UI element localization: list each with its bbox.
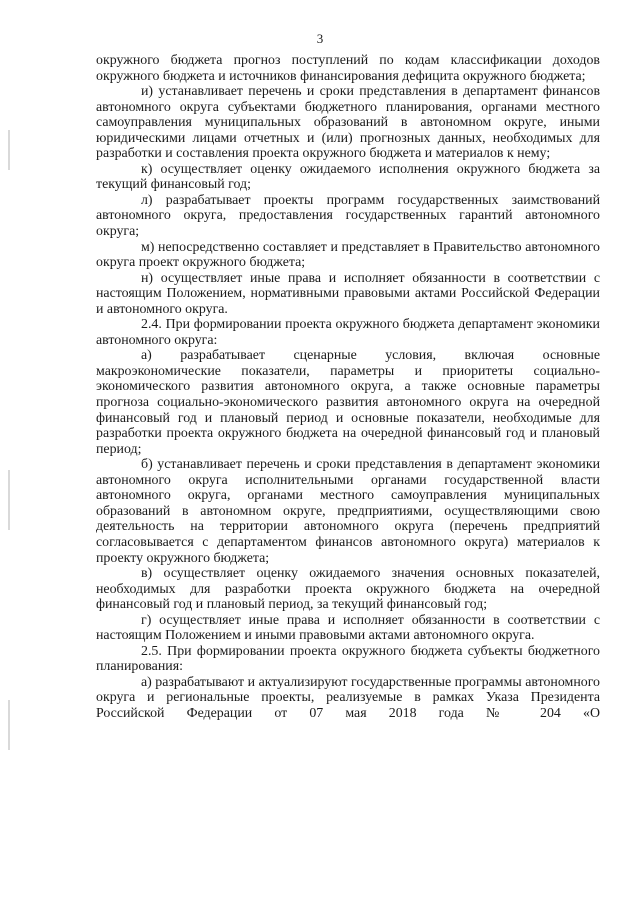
scan-edge-mark: [8, 130, 10, 170]
paragraph-2-4-v: в) осуществляет оценку ожидаемого значения основных показателей, необходимых для разработки проекта окружного бюджета на очередной финансовый год и плановый период, за текущий финансовый год;: [96, 566, 600, 613]
paragraph-continuation: окружного бюджета прогноз поступлений по кодам классификации доходов окружного бюджета и источников финансирования дефицита окружного бюджета;: [96, 53, 600, 84]
paragraph-2-4-a: а) разрабатывает сценарные условия, включая основные макроэкономические показатели, параметры и приоритеты социально-экономического развития автономного округа, а также основные параметры прогноза социально-экономического развития автономного округа на очередной финансовый год и плановый период и основные показатели, необходимые для разработки проекта окружного бюджета на очередной финансовый год и плановый период;: [96, 348, 600, 457]
paragraph-2-4-b: б) устанавливает перечень и сроки представления в департамент экономики автономного округа исполнительными органами государственной власти автономного округа, органами местного самоуправления муниципальных образований в автономном округе, предприятиями, осуществляющими свою деятельность на территории автономного округа (перечень предприятий согласовывается с департаментом финансов автономного округа) материалов к проекту окружного бюджета;: [96, 457, 600, 566]
paragraph-2-5-a: а) разрабатывают и актуализируют государственные программы автономного округа и региональные проекты, реализуемые в рамках Указа Президента Российской Федерации от 07 мая 2018 года № 204 «О: [96, 674, 600, 721]
section-2-5-heading: 2.5. При формировании проекта окружного бюджета субъекты бюджетного планирования:: [96, 643, 600, 675]
paragraph-item-i: и) устанавливает перечень и сроки представления в департамент финансов автономного округа субъектами бюджетного планирования, органами местного самоуправления муниципальных образований в автономном округе, иными юридическими лицами отчетных и (или) прогнозных данных, необходимых для разработки и составления проекта окружного бюджета и материалов к нему;: [96, 84, 600, 162]
paragraph-item-k: к) осуществляет оценку ожидаемого исполнения окружного бюджета за текущий финансовый год;: [96, 161, 600, 193]
document-body: [96, 53, 600, 722]
paragraph-2-4-g: г) осуществляет иные права и исполняет обязанности в соответствии с настоящим Положением и иными правовыми актами автономного округа.: [96, 612, 600, 644]
paragraph-item-m: м) непосредственно составляет и представляет в Правительство автономного округа проект окружного бюджета;: [96, 239, 600, 271]
scan-edge-mark: [8, 470, 10, 530]
paragraph-item-n: н) осуществляет иные права и исполняет обязанности в соответствии с настоящим Положением, нормативными правовыми актами Российской Федерации и автономного округа.: [96, 270, 600, 317]
paragraph-item-l: л) разрабатывает проекты программ государственных заимствований автономного округа, предоставления государственных гарантий автономного округа;: [96, 192, 600, 240]
section-2-4-heading: 2.4. При формировании проекта окружного бюджета департамент экономики автономного округа:: [96, 317, 600, 348]
page-number: 3: [316, 31, 324, 46]
scan-edge-mark: [8, 700, 10, 750]
